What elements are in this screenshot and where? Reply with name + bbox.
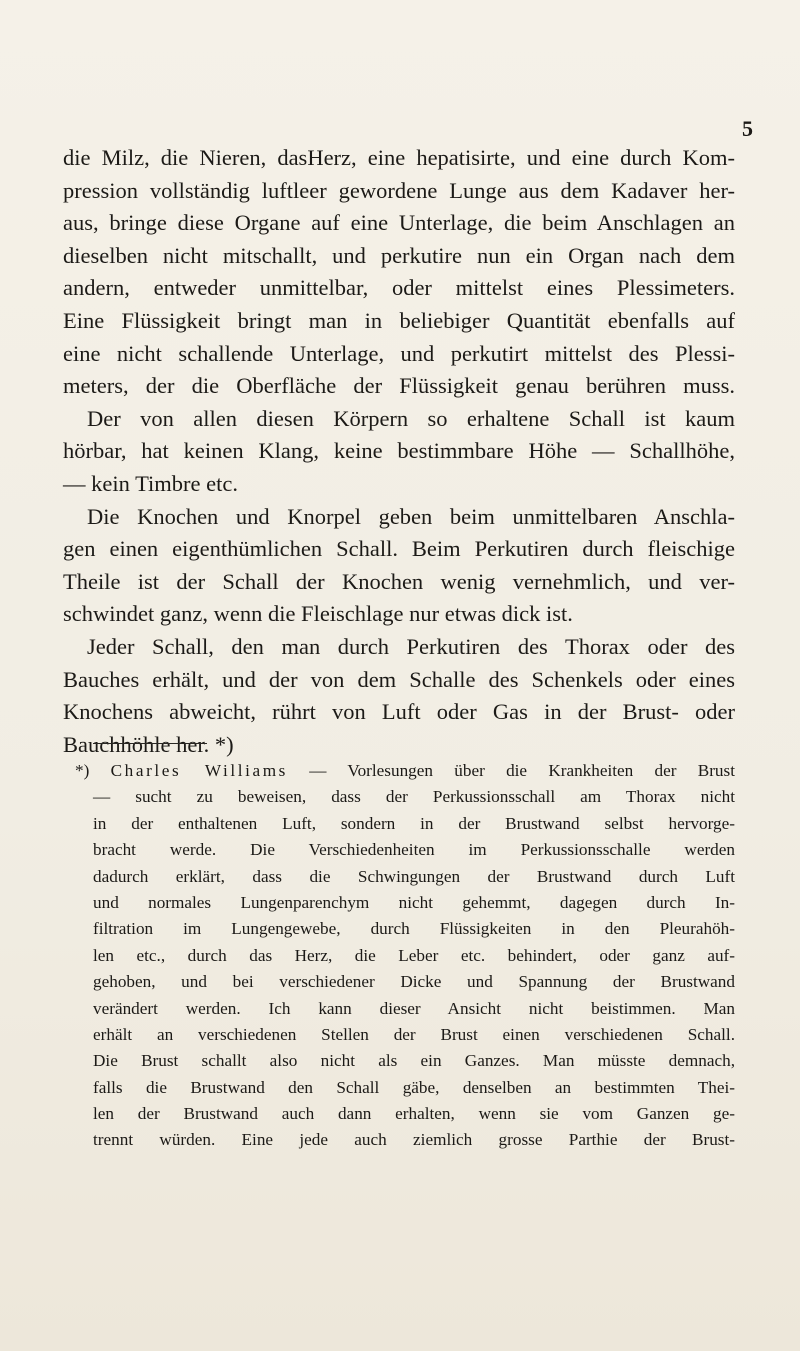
text-line: Eine Flüssigkeit bringt man in beliebiger Quantität ebenfalls auf [63, 307, 735, 333]
page-number: 5 [742, 116, 753, 141]
footnote-first-line-rest: — Vorlesungen über die Krankheiten der Brust [309, 761, 735, 780]
text-line: andern, entweder unmittelbar, oder mittelst eines Plessimeters. [63, 275, 735, 301]
footnote-line [63, 758, 735, 784]
text-line: Jeder Schall, den man durch Perkutiren des Thorax oder des [87, 633, 735, 659]
footnote-line: len der Brustwand auch dann erhalten, wenn sie vom Ganzen ge- [93, 1104, 735, 1124]
text-line: hörbar, hat keinen Klang, keine bestimmbare Höhe — Schallhöhe, [63, 438, 735, 464]
footnote-line: — sucht zu beweisen, dass der Perkussionsschall am Thorax nicht [93, 787, 735, 807]
text-line: gen einen eigenthümlichen Schall. Beim Perkutiren durch fleischige [63, 536, 735, 562]
footnote-marker: *) [75, 761, 90, 780]
text-line: Bauches erhält, und der von dem Schalle des Schenkels oder eines [63, 666, 735, 692]
footnote-line: erhält an verschiedenen Stellen der Brust einen verschiedenen Schall. [93, 1024, 735, 1044]
text-line: Knochens abweicht, rührt von Luft oder Gas in der Brust- oder [63, 699, 735, 725]
footnote-line: len etc., durch das Herz, die Leber etc. behindert, oder ganz auf- [93, 945, 735, 965]
footnote-line: trennt würden. Eine jede auch ziemlich grosse Parthie der Brust- [93, 1130, 735, 1150]
text-line: dieselben nicht mitschallt, und perkutire nun ein Organ nach dem [63, 242, 735, 268]
text-line: Theile ist der Schall der Knochen wenig vernehmlich, und ver- [63, 568, 735, 594]
text-line: Bauchhöhle her. *) [63, 731, 234, 757]
footnote-line: bracht werde. Die Verschiedenheiten im Perkussionsschalle werden [93, 840, 735, 860]
text-line: — kein Timbre etc. [63, 470, 238, 496]
text-line: pression vollständig luftleer gewordene Lunge aus dem Kadaver her- [63, 177, 735, 203]
footnote-line: filtration im Lungengewebe, durch Flüssigkeiten in den Pleurahöh- [93, 919, 735, 939]
body-text [63, 142, 735, 761]
footnote-line: gehoben, und bei verschiedener Dicke und Spannung der Brustwand [93, 972, 735, 992]
footnote-line: und normales Lungenparenchym nicht gehemmt, dagegen durch In- [93, 892, 735, 912]
footnote-author: Charles Williams [110, 761, 288, 780]
footnote [63, 758, 735, 1154]
footnote-line: in der enthaltenen Luft, sondern in der Brustwand selbst hervorge- [93, 813, 735, 833]
text-line: eine nicht schallende Unterlage, und perkutirt mittelst des Plessi- [63, 340, 735, 366]
text-line: Die Knochen und Knorpel geben beim unmittelbaren Anschla- [87, 503, 735, 529]
text-line: die Milz, die Nieren, dasHerz, eine hepatisirte, und eine durch Kom- [63, 145, 735, 170]
footnote-line: dadurch erklärt, dass die Schwingungen der Brustwand durch Luft [93, 866, 735, 886]
footnote-separator [93, 743, 207, 744]
footnote-line: falls die Brustwand den Schall gäbe, denselben an bestimmten Thei- [93, 1077, 735, 1097]
text-line: meters, der die Oberfläche der Flüssigkeit genau berühren muss. [63, 373, 735, 399]
footnote-line: Die Brust schallt also nicht als ein Ganzes. Man müsste demnach, [93, 1051, 735, 1071]
text-line: aus, bringe diese Organe auf eine Unterlage, die beim Anschlagen an [63, 210, 735, 236]
text-line: schwindet ganz, wenn die Fleischlage nur etwas dick ist. [63, 601, 573, 627]
text-line: Der von allen diesen Körpern so erhaltene Schall ist kaum [87, 405, 735, 431]
footnote-line: verändert werden. Ich kann dieser Ansicht nicht beistimmen. Man [93, 998, 735, 1018]
